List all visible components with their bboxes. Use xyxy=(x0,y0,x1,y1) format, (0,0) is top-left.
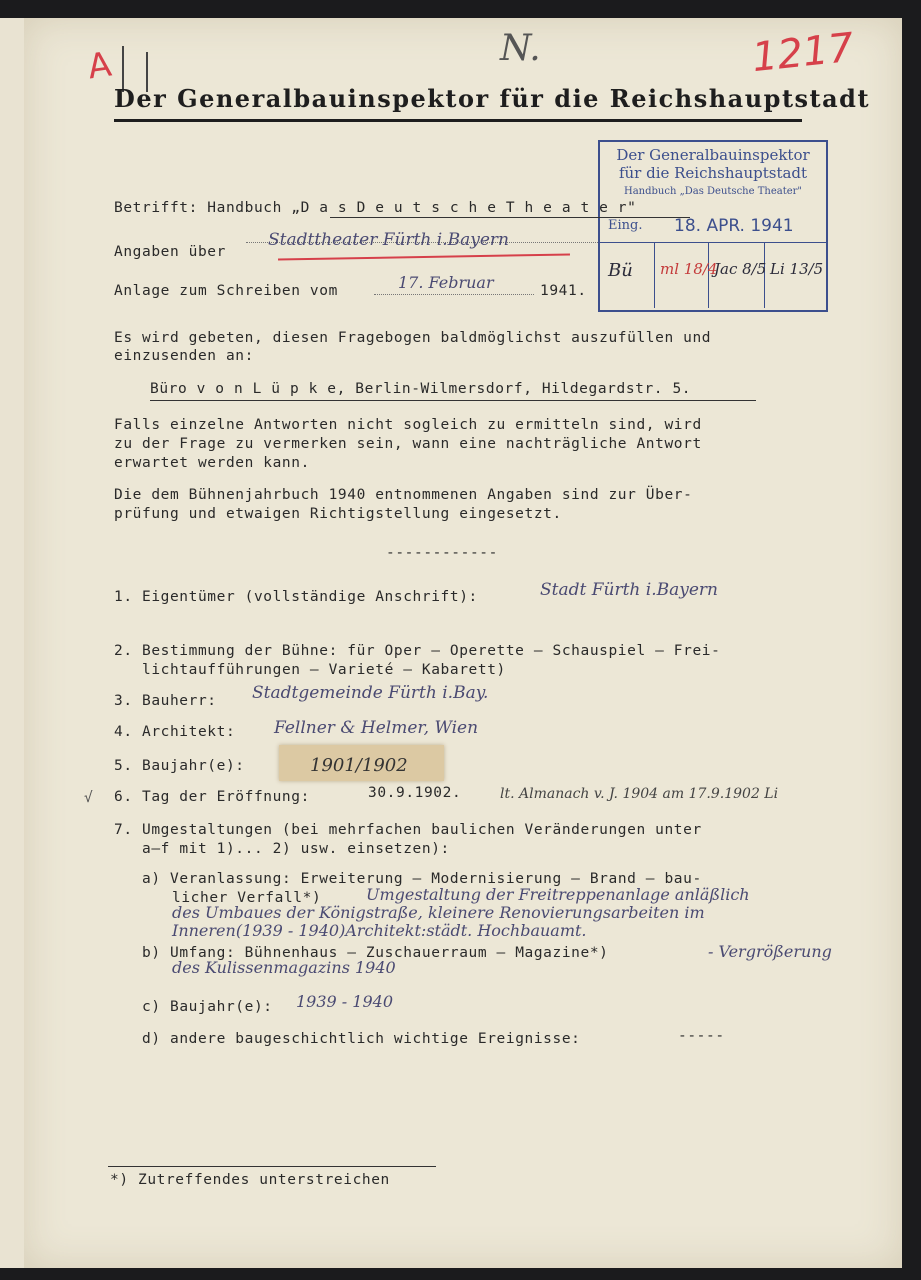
footnote: *) Zutreffendes unterstreichen xyxy=(110,1172,390,1188)
question-7-line-2: a—f mit 1)... 2) usw. einsetzen): xyxy=(142,841,450,857)
stamp-initial-1: Bü xyxy=(608,260,633,281)
stamp-initial-2: ml 18/4 xyxy=(660,260,718,278)
question-7a-value-2: des Umbaues der Königstraße, kleinere Renovierungsarbeiten im xyxy=(172,903,705,922)
note-line-1: Falls einzelne Antworten nicht sogleich zu ermitteln sind, wird xyxy=(114,417,702,433)
stamp-date: 18. APR. 1941 xyxy=(674,216,794,236)
footnote-rule xyxy=(108,1166,436,1167)
source-line-1: Die dem Bühnenjahrbuch 1940 entnommenen Angaben sind zur Über- xyxy=(114,487,693,503)
question-7a-value-3: Inneren(1939 - 1940)Architekt:städt. Hochbauamt. xyxy=(172,921,587,940)
question-6-label: 6. Tag der Eröffnung: xyxy=(114,789,310,805)
stamp-eing-label: Eing. xyxy=(608,218,643,233)
stamp-line-3: Handbuch „Das Deutsche Theater" xyxy=(623,186,803,197)
question-3-value: Stadtgemeinde Fürth i.Bay. xyxy=(252,683,489,703)
question-4-label: 4. Architekt: xyxy=(114,724,236,740)
question-6-value: 30.9.1902. xyxy=(368,785,462,801)
red-corner-mark: A xyxy=(85,44,114,88)
stamp-line-1: Der Generalbauinspektor xyxy=(616,146,810,164)
question-1-value: Stadt Fürth i.Bayern xyxy=(540,580,718,600)
question-7b-label: b) Umfang: Bühnenhaus — Zuschauerraum — Magazine*) xyxy=(142,945,609,961)
question-7b-value-1: - Vergrößerung xyxy=(708,942,832,961)
question-7c-value: 1939 - 1940 xyxy=(296,992,394,1011)
angaben-label: Angaben über xyxy=(114,244,226,260)
question-7-line-1: 7. Umgestaltungen (bei mehrfachen baulichen Veränderungen unter xyxy=(114,822,702,838)
stamp-line-2: für die Reichshauptstadt xyxy=(618,164,808,182)
anlage-label: Anlage zum Schreiben vom xyxy=(114,283,338,299)
note-line-2: zu der Frage zu vermerken sein, wann eine nachträgliche Antwort xyxy=(114,436,702,452)
stamp-initial-4: Li 13/5 xyxy=(770,260,824,278)
left-page-edge xyxy=(0,18,25,1268)
question-7d-value: ----- xyxy=(678,1028,725,1044)
question-4-value: Fellner & Helmer, Wien xyxy=(274,718,479,738)
anlage-dotted-line xyxy=(374,294,534,295)
question-7a-value-1: Umgestaltung der Freitreppenanlage anläßlich xyxy=(366,885,750,904)
separator: ------------ xyxy=(386,545,498,561)
question-7b-value-2: des Kulissenmagazins 1940 xyxy=(172,958,396,977)
receipt-stamp xyxy=(598,140,828,312)
question-7d-label: d) andere baugeschichtlich wichtige Ereignisse: xyxy=(142,1031,581,1047)
stamp-initial-3: Jac 8/5 xyxy=(714,260,767,278)
question-7a-line-2: licher Verfall*) xyxy=(172,890,322,906)
question-7a-line-1: a) Veranlassung: Erweiterung — Modernisierung — Brand — bau- xyxy=(142,871,702,887)
anlage-date-value: 17. Februar xyxy=(398,273,494,292)
question-5-value: 1901/1902 xyxy=(310,755,408,776)
subject-line: Betrifft: Handbuch „D a s D e u t s c h e T h e a t e r" xyxy=(114,200,637,216)
intro-line-1: Es wird gebeten, diesen Fragebogen baldmöglichst auszufüllen und xyxy=(114,330,712,346)
handwritten-mark: N. xyxy=(500,28,541,69)
address-underline xyxy=(150,400,756,401)
letterhead-rule xyxy=(114,119,802,122)
note-line-3: erwartet werden kann. xyxy=(114,455,310,471)
anlage-year: 1941. xyxy=(540,283,587,299)
question-1-label: 1. Eigentümer (vollständige Anschrift): xyxy=(114,589,478,605)
margin-check: √ xyxy=(84,790,94,806)
question-6-handwritten-note: lt. Almanach v. J. 1904 am 17.9.1902 Li xyxy=(500,786,779,802)
intro-line-2: einzusenden an: xyxy=(114,348,254,364)
question-5-label: 5. Baujahr(e): xyxy=(114,758,245,774)
stamp-divider xyxy=(654,242,655,308)
question-3-label: 3. Bauherr: xyxy=(114,693,217,709)
letterhead-title: Der Generalbauinspektor für die Reichshauptstadt xyxy=(114,84,871,113)
angaben-value: Stadttheater Fürth i.Bayern xyxy=(268,230,509,250)
question-7c-label: c) Baujahr(e): xyxy=(142,999,273,1015)
source-line-2: prüfung und etwaigen Richtigstellung eingesetzt. xyxy=(114,506,562,522)
question-2-line-1: 2. Bestimmung der Bühne: für Oper — Operette — Schauspiel — Frei- xyxy=(114,643,721,659)
stamp-divider xyxy=(600,242,826,243)
address-line: Büro v o n L ü p k e, Berlin-Wilmersdorf, Hildegardstr. 5. xyxy=(150,381,692,397)
subject-underline xyxy=(330,217,690,218)
question-2-line-2: lichtaufführungen — Varieté — Kabarett) xyxy=(142,662,506,678)
red-document-number: 1217 xyxy=(749,24,856,82)
